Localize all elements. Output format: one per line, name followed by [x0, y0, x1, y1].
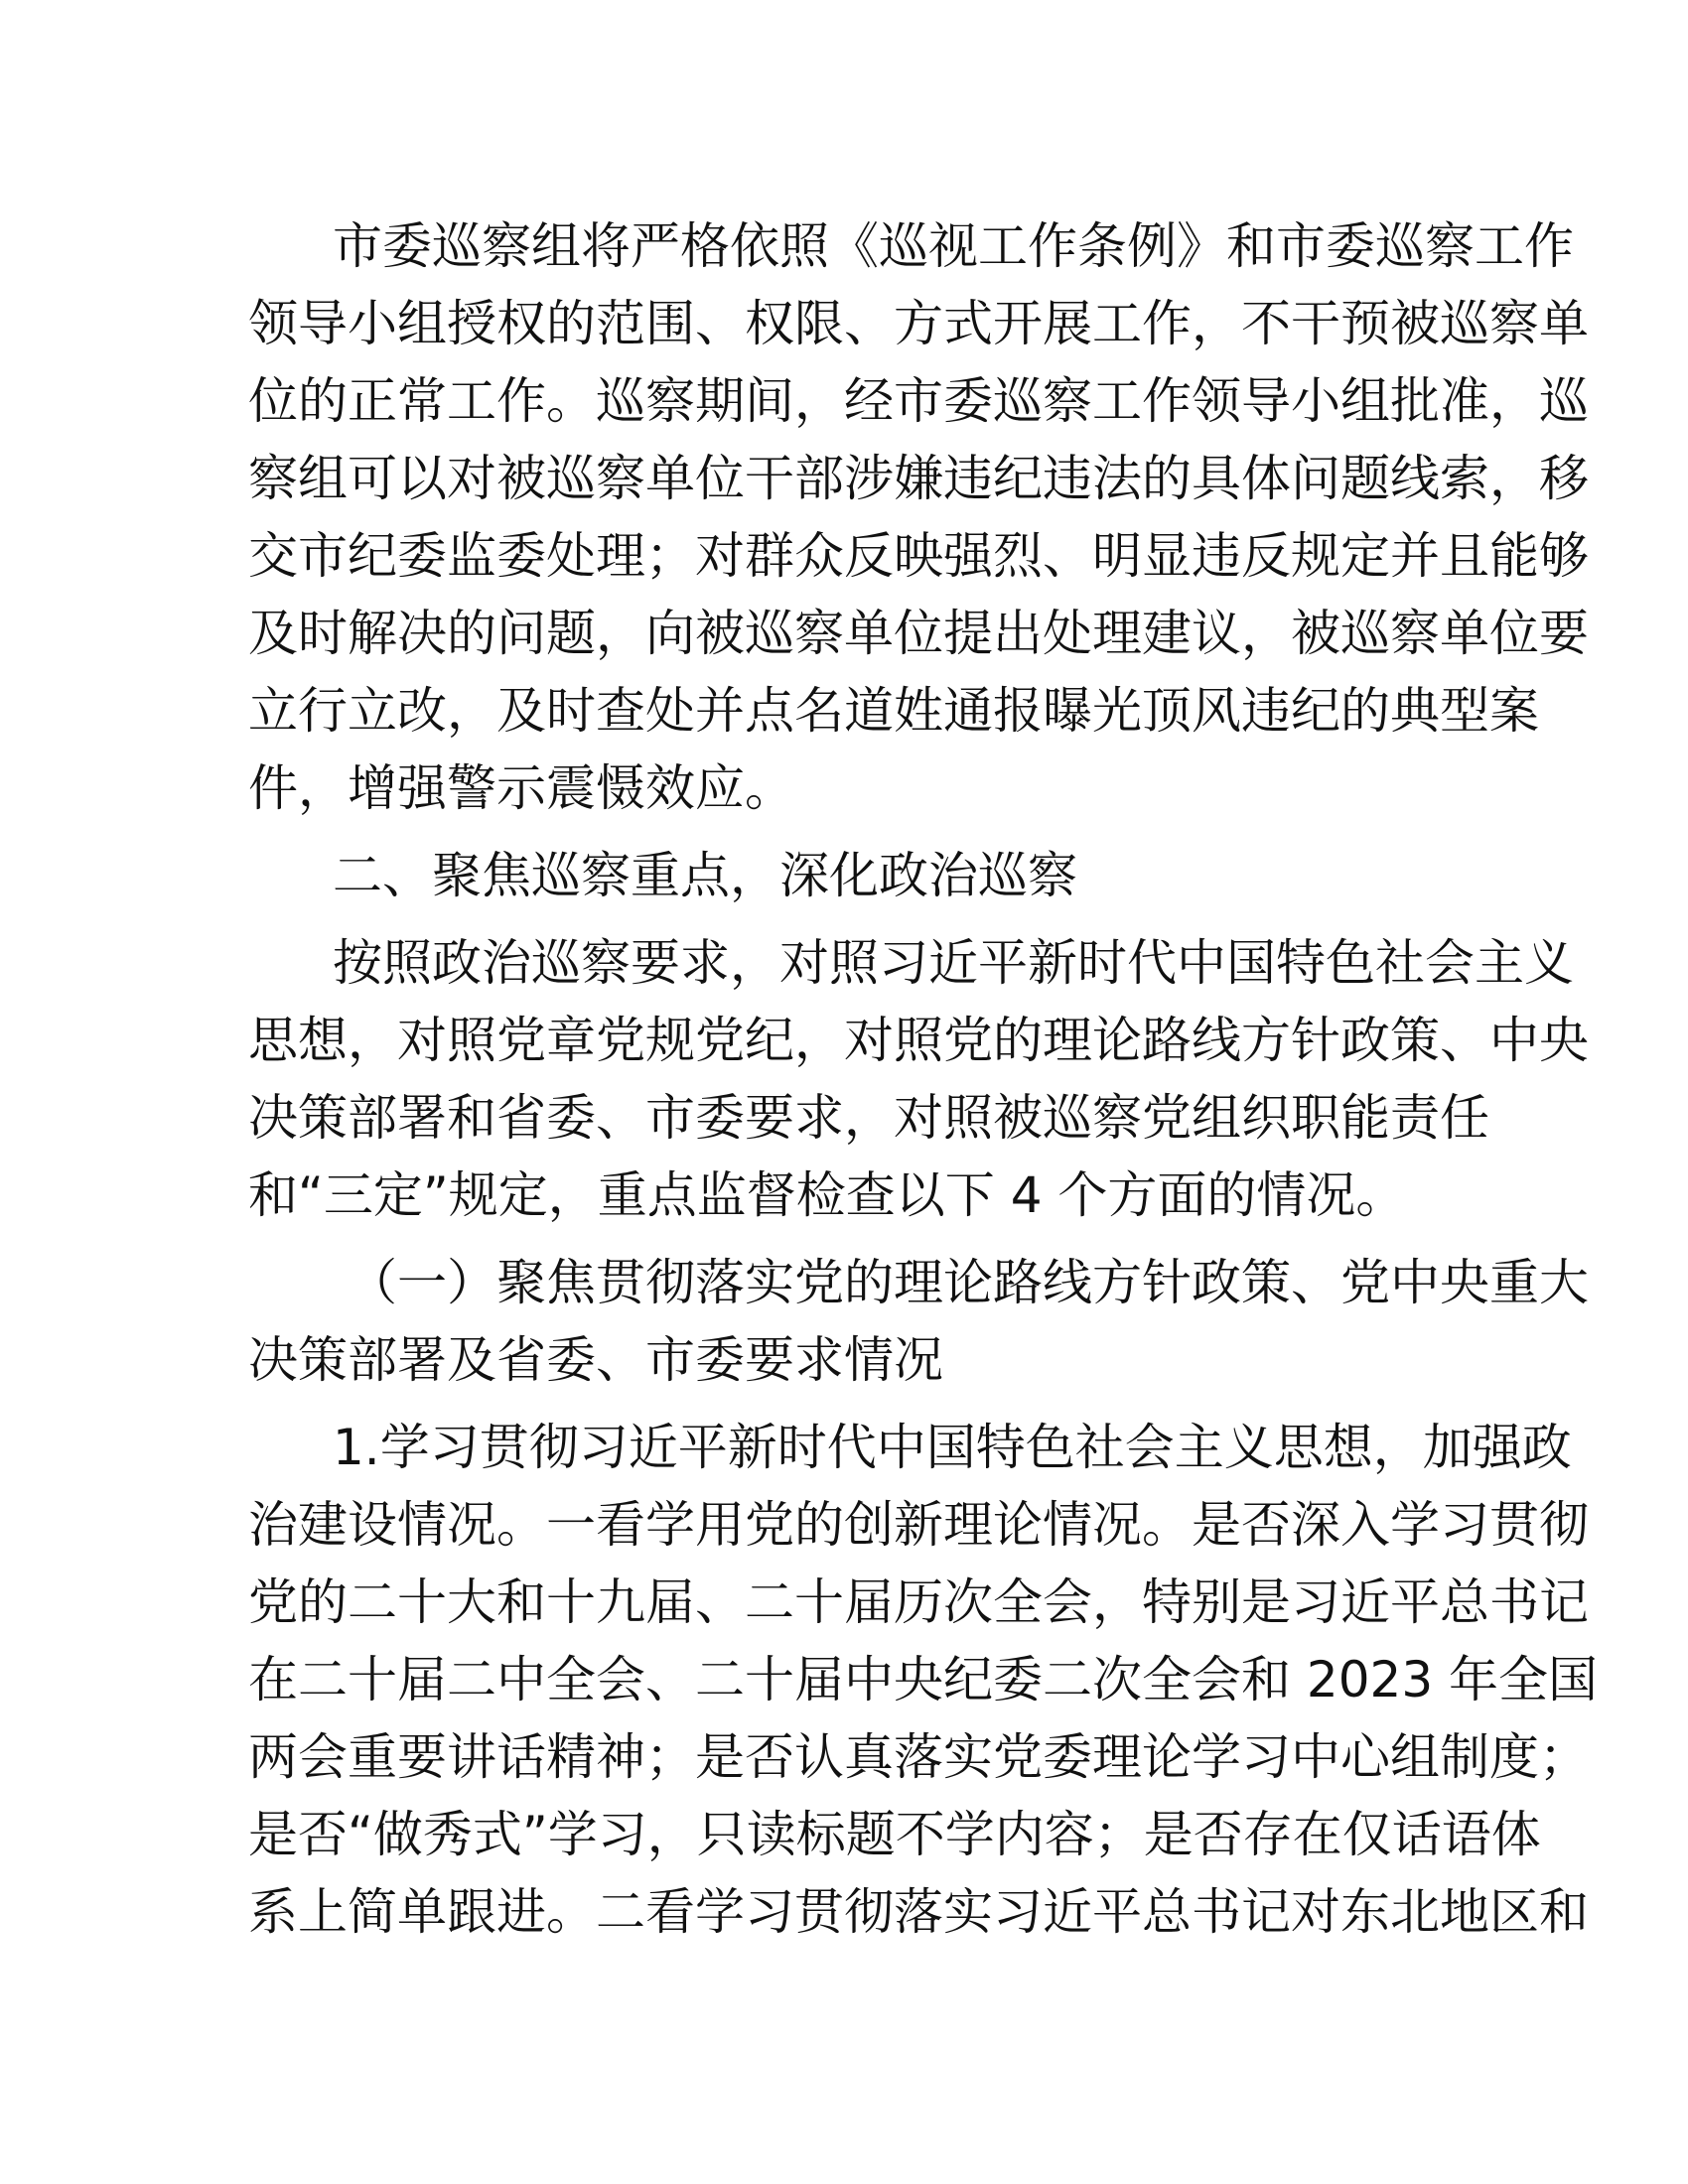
paragraph-3-line: 治建设情况。一看学用党的创新理论情况。是否深入学习贯彻 [248, 1496, 1589, 1554]
paragraph-1-line: 领导小组授权的范围、权限、方式开展工作，不干预被巡察单 [248, 295, 1589, 352]
paragraph-3-line: 是否“做秀式”学习，只读标题不学内容；是否存在仅话语体 [248, 1806, 1541, 1863]
section-heading: 二、聚焦巡察重点，深化政治巡察 [333, 847, 1077, 904]
paragraph-1-line: 件，增强警示震慑效应。 [248, 759, 794, 817]
paragraph-1-line: 察组可以对被巡察单位干部涉嫌违纪违法的具体问题线索，移 [248, 450, 1589, 507]
paragraph-2-line: 思想，对照党章党规党纪，对照党的理论路线方针政策、中央 [248, 1012, 1589, 1069]
paragraph-3-line: 在二十届二中全会、二十届中央纪委二次全会和 2023 年全国 [248, 1651, 1599, 1708]
paragraph-3-line: 两会重要讲话精神；是否认真落实党委理论学习中心组制度； [248, 1728, 1589, 1786]
paragraph-2-line: 按照政治巡察要求，对照习近平新时代中国特色社会主义 [333, 934, 1574, 992]
subheading-line: 决策部署及省委、市委要求情况 [248, 1331, 943, 1389]
paragraph-1-line: 交市纪委监委处理；对群众反映强烈、明显违反规定并且能够 [248, 527, 1589, 585]
paragraph-1-line: 立行立改，及时查处并点名道姓通报曝光顶风违纪的典型案 [248, 682, 1539, 740]
paragraph-1-line: 及时解决的问题，向被巡察单位提出处理建议，被巡察单位要 [248, 605, 1589, 662]
paragraph-3-line: 党的二十大和十九届、二十届历次全会，特别是习近平总书记 [248, 1573, 1589, 1631]
paragraph-3-line: 1.学习贯彻习近平新时代中国特色社会主义思想，加强政 [333, 1419, 1572, 1476]
paragraph-1-line: 位的正常工作。巡察期间，经市委巡察工作领导小组批准，巡 [248, 372, 1589, 430]
paragraph-3-line: 系上简单跟进。二看学习贯彻落实习近平总书记对东北地区和 [248, 1883, 1589, 1941]
paragraph-1-line: 市委巡察组将严格依照《巡视工作条例》和市委巡察工作 [333, 217, 1574, 275]
subheading-line: （一）聚焦贯彻落实党的理论路线方针政策、党中央重大 [348, 1254, 1589, 1311]
paragraph-2-line: 决策部署和省委、市委要求，对照被巡察党组织职能责任 [248, 1089, 1489, 1147]
paragraph-2-line: 和“三定”规定，重点监督检查以下 4 个方面的情况。 [248, 1166, 1406, 1224]
